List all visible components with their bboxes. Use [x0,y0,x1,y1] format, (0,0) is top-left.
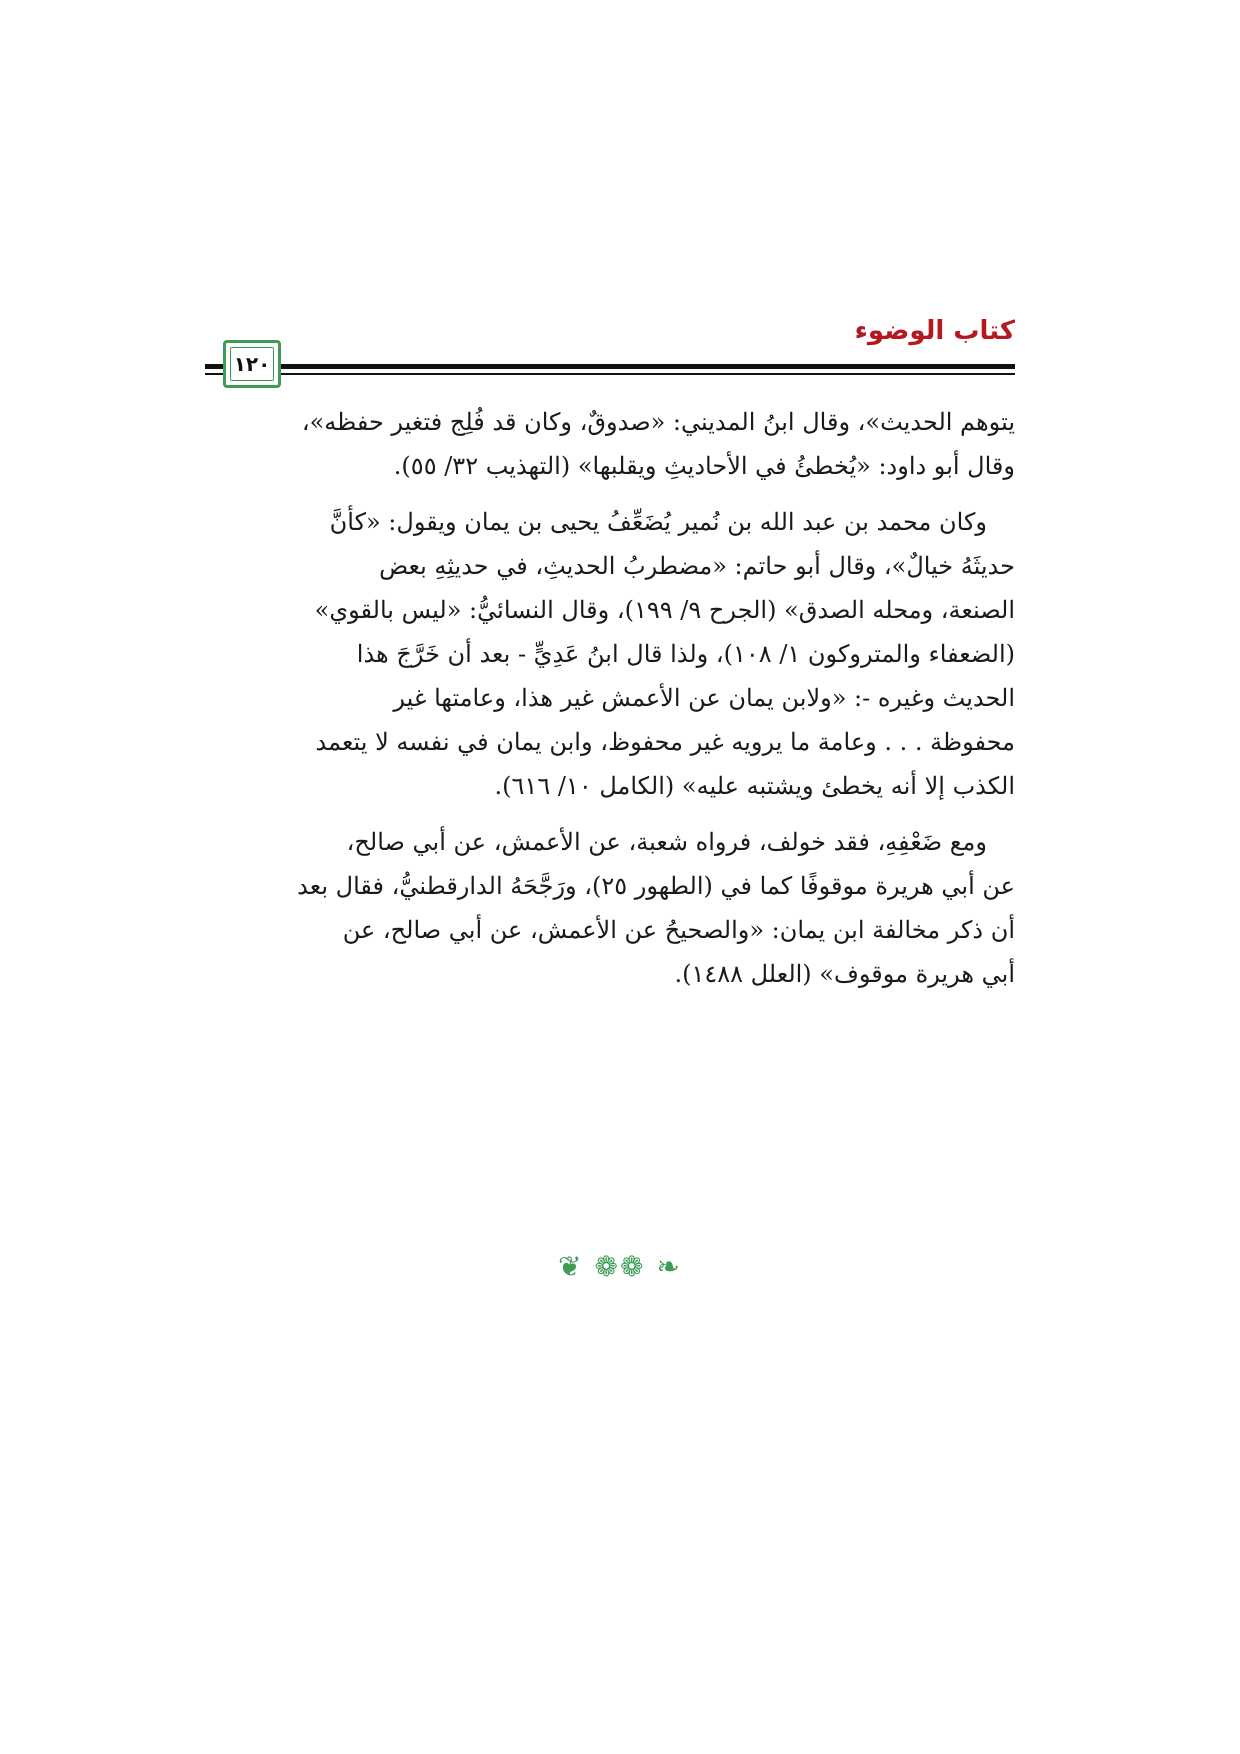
header-rule-thick [205,364,1015,369]
text-line: ومع ضَعْفِهِ، فقد خولف، فرواه شعبة، عن الأعمش، عن أبي صالح، [346,828,987,856]
text-line: أن ذكر مخالفة ابن يمان: «والصحيحُ عن الأعمش، عن أبي صالح، عن [342,916,1015,944]
text-line: وقال أبو داود: «يُخطئُ في الأحاديثِ ويقلبها» (التهذيب ٣٢/ ٥٥). [393,452,1015,480]
text-line: الصنعة، ومحله الصدق» (الجرح ٩/ ١٩٩)، وقال النسائيُّ: «ليس بالقوي» [314,596,1015,624]
page-number-frame [223,340,281,388]
text-line: يتوهم الحديث»، وقال ابنُ المديني: «صدوقٌ، وكان قد فُلِج فتغير حفظه»، [301,408,1015,436]
text-line: (الضعفاء والمتروكون ١/ ١٠٨)، ولذا قال ابنُ عَدِيٍّ - بعد أن خَرَّجَ هذا [356,640,1015,668]
section-end-ornament-icon: ❦ ❁❁ ❧ [558,1250,682,1283]
text-line: حديثَهُ خيالٌ»، وقال أبو حاتم: «مضطربُ الحديثِ، في حديثِهِ بعض [379,552,1015,580]
paragraph-3 [205,820,1015,996]
running-title: كتاب الوضوء [854,316,1015,346]
body-text [205,400,1015,1008]
text-line: عن أبي هريرة موقوفًا كما في (الطهور ٢٥)، ورَجَّحَهُ الدارقطنيُّ، فقال بعد [297,872,1015,900]
page-number: ١٢٠ [233,352,271,376]
paragraph-2 [205,500,1015,808]
text-line: أبي هريرة موقوف» (العلل ١٤٨٨). [674,960,1015,988]
header-rule-thin [205,373,1015,375]
text-line: محفوظة . . . وعامة ما يرويه غير محفوظ، وابن يمان في نفسه لا يتعمد [315,728,1015,756]
text-line: الحديث وغيره -: «ولابن يمان عن الأعمش غير هذا، وعامتها غير [393,684,1015,712]
paragraph-1 [205,400,1015,488]
page-header [205,316,1015,388]
text-line: وكان محمد بن عبد الله بن نُمير يُضَعِّفُ يحيى بن يمان ويقول: «كأنَّ [329,508,987,536]
text-line: الكذب إلا أنه يخطئ ويشتبه عليه» (الكامل ١٠/ ٦١٦). [494,772,1015,800]
